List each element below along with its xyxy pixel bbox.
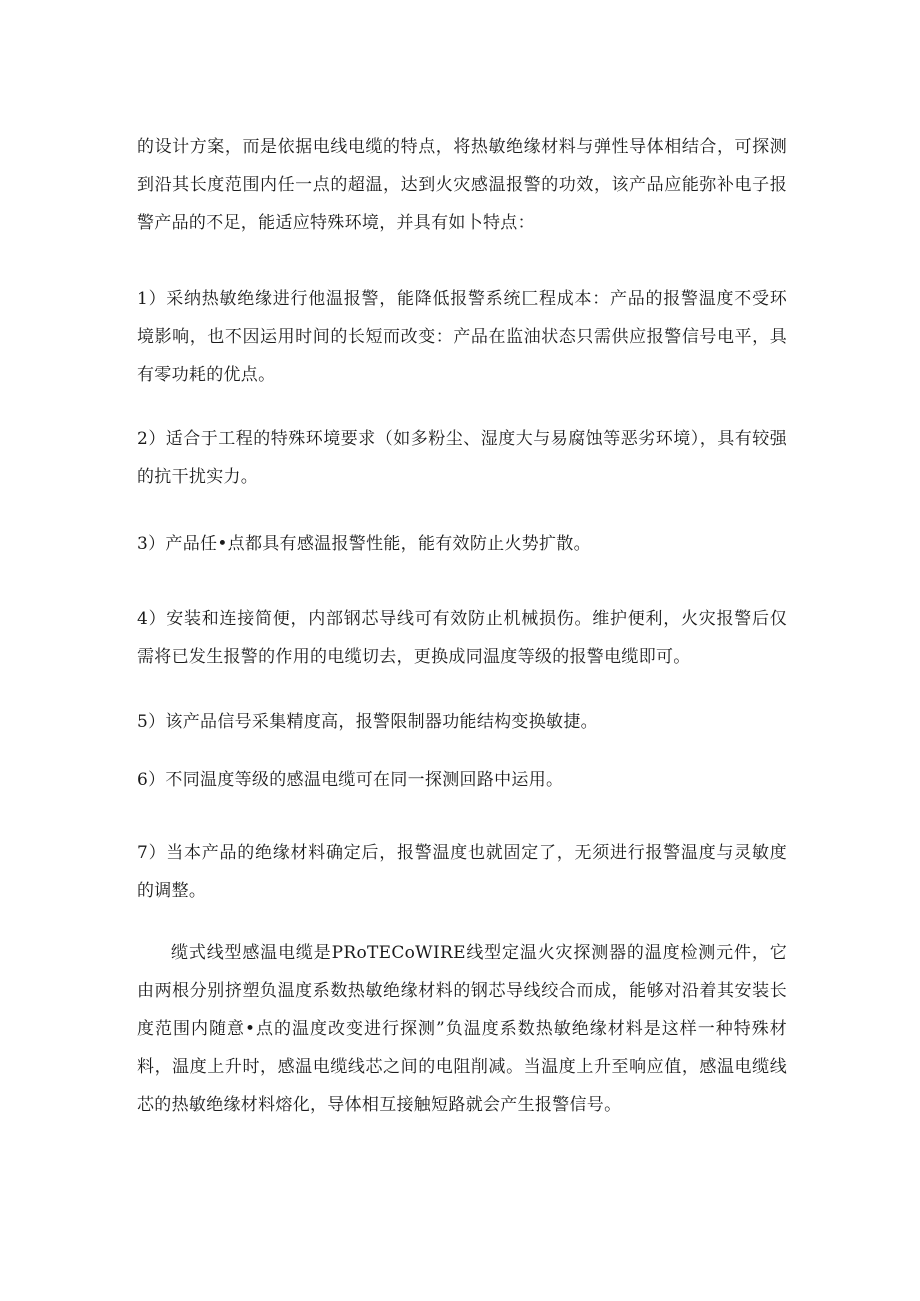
paragraph-feature-3: 3）产品任•点都具有感温报警性能，能有效防止火势扩散。: [137, 534, 591, 554]
paragraph-feature-1: 1）采纳热敏绝缘进行他温报警，能降低报警系统匚程成本：产品的报警温度不受环境影响，也不因运用时间的长短而改变：产品在监油状态只需供应报警信号电平，具有零功耗的优点。: [137, 289, 787, 385]
paragraph-cable-description: 缆式线型感温电缆是PRoTECoWIRE线型定温火灾探测器的温度检测元件，它由两根分别挤塑负温度系数热敏绝缘材料的钢芯导线绞合而成，能够对沿着其安装长度范围内随意•点的温度改变进行探测”负温度系数热敏绝缘材料是这样一种特殊材料，温度上升时，感温电缆线芯之间的电阻削减。当温度上升至响应值，感温电缆线芯的热敏绝缘材料熔化，导体相互接触短路就会产生报警信号。: [137, 943, 787, 1115]
paragraph-feature-2: 2）适合于工程的特殊环境要求（如多粉尘、湿度大与易腐蚀等恶劣环境），具有较强的抗干扰实力。: [137, 429, 787, 487]
paragraph-feature-6: 6）不同温度等级的感温电缆可在同一探测回路中运用。: [137, 770, 564, 790]
paragraph-intro: 的设计方案，而是依据电线电缆的特点，将热敏绝缘材料与弹性导体相结合，可探测到沿其长度范围内任一点的超温，达到火灾感温报警的功效，该产品应能弥补电子报警产品的不足，能适应特殊环境，并具有如卜特点：: [137, 137, 787, 233]
paragraph-feature-7: 7）当本产品的绝缘材料确定后，报警温度也就固定了，无须进行报警温度与灵敏度的调整。: [137, 843, 787, 901]
paragraph-feature-4: 4）安装和连接简便，内部钢芯导线可有效防止机械损伤。维护便利，火灾报警后仅需将已发生报警的作用的电缆切去，更换成同温度等级的报警电缆即可。: [137, 609, 787, 667]
paragraph-feature-5: 5）该产品信号采集精度高，报警限制器功能结构变换敏捷。: [137, 712, 598, 732]
